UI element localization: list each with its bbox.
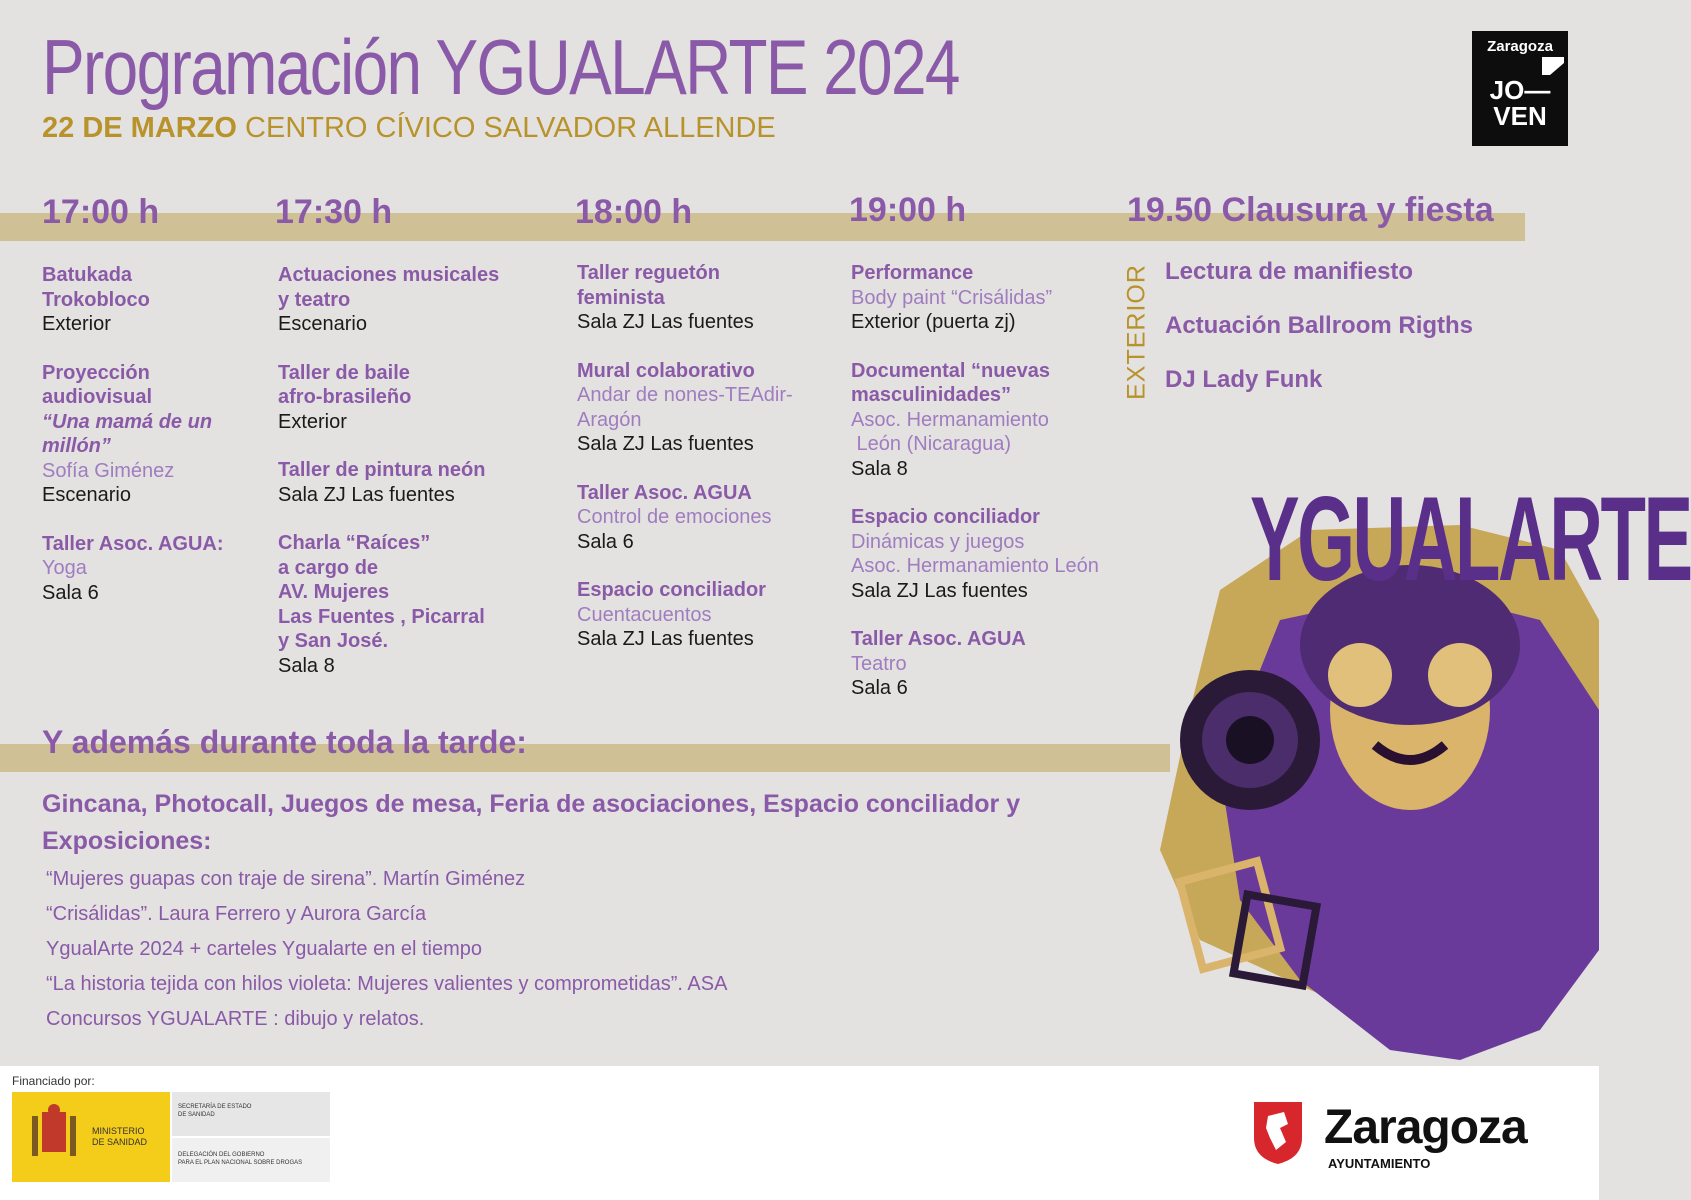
closing-item-manifiesto: Lectura de manifiesto [1165, 258, 1414, 285]
event-baile [278, 361, 548, 435]
event-place: Sala 6 [851, 677, 908, 699]
schedule-column-1800 [577, 261, 842, 676]
event-desc: Asoc. Hermanamiento [851, 408, 1049, 431]
event-title-line: Las Fuentes , Picarral [278, 605, 485, 628]
hand-right [1428, 643, 1492, 707]
event-title-line: AV. Mujeres [278, 581, 390, 603]
event-place: Sala ZJ Las fuentes [278, 483, 455, 506]
exhibition-item: Concursos YGUALARTE : dibujo y relatos. [46, 1008, 425, 1030]
event-emociones [577, 481, 842, 555]
ministry-name-line: DE SANIDAD [92, 1137, 148, 1147]
event-place: Sala ZJ Las fuentes [851, 579, 1028, 602]
event-desc: Cuentacuentos [577, 603, 712, 626]
time-slot-1900: 19:00 h [849, 191, 967, 229]
event-desc: Body paint “Crisálidas” [851, 286, 1053, 309]
exhibition-item: YgualArte 2024 + carteles Ygualarte en el tiempo [46, 938, 483, 960]
secretaria-box [172, 1092, 330, 1136]
also-title: Y además durante toda la tarde: [42, 724, 527, 760]
closing-item-dj: DJ Lady Funk [1165, 366, 1323, 393]
secretaria-line: SECRETARÍA DE ESTADO [178, 1104, 252, 1110]
event-title-line: Taller Asoc. AGUA [577, 481, 752, 504]
event-place: Sala ZJ Las fuentes [577, 311, 754, 333]
logo-text-ven: VEN [1493, 101, 1547, 131]
event-date: 22 DE MARZO [42, 112, 237, 144]
page-title: Programación YGUALARTE 2024 [42, 23, 959, 111]
event-venue: CENTRO CÍVICO SALVADOR ALLENDE [245, 112, 776, 144]
event-title-line: Batukada [42, 264, 133, 286]
spain-coat-of-arms-icon [24, 1102, 84, 1172]
event-title-line: feminista [577, 286, 665, 309]
event-title-line: afro-brasileño [278, 386, 412, 408]
secretaria-line: DE SANIDAD [178, 1112, 215, 1118]
closing-location [1122, 262, 1152, 402]
event-place: Sala ZJ Las fuentes [577, 628, 754, 650]
event-place: Sala 6 [577, 530, 634, 553]
event-place: Sala 8 [851, 457, 908, 480]
event-title-italic: “Una mamá de un [42, 410, 213, 433]
exhibition-item: “Crisálidas”. Laura Ferrero y Aurora García [46, 903, 427, 925]
event-desc: Teatro [851, 652, 907, 675]
closing-location-label: EXTERIOR [1122, 264, 1151, 400]
event-cuentacuentos [577, 578, 842, 652]
logo-text-jo: JO— [1489, 75, 1551, 105]
event-title-italic: millón” [42, 435, 111, 457]
event-desc: León (Nicaragua) [851, 433, 1012, 455]
event-desc: Sofía Giménez [42, 459, 175, 482]
event-title-line: Taller de pintura neón [278, 459, 486, 481]
time-slot-1730: 17:30 h [275, 193, 393, 231]
event-teatro [851, 627, 1131, 701]
event-title-line: a cargo de [278, 556, 379, 579]
time-slot-1800: 18:00 h [575, 193, 693, 231]
event-title-line: audiovisual [42, 386, 153, 408]
event-place: Sala ZJ Las fuentes [577, 433, 754, 455]
event-place: Exterior [278, 410, 347, 433]
event-desc: Yoga [42, 557, 87, 579]
poster-word: YGUALARTE [1250, 472, 1691, 606]
ministry-logo [12, 1092, 170, 1182]
event-title-line: y teatro [278, 288, 351, 311]
exhibition-item: “Mujeres guapas con traje de sirena”. Martín Giménez [46, 868, 526, 890]
event-desc: Aragón [577, 408, 642, 431]
delegacion-line: PARA EL PLAN NACIONAL SOBRE DROGAS [178, 1160, 303, 1166]
event-title-line: Espacio conciliador [577, 579, 766, 601]
event-place: Exterior [42, 313, 111, 335]
event-place: Escenario [42, 484, 131, 506]
event-title-line: Taller reguetón [577, 262, 720, 284]
also-activities: Gincana, Photocall, Juegos de mesa, Feria de asociaciones, Espacio conciliador y Exposiciones: [42, 790, 1021, 855]
time-slot-closing: 19.50 Clausura y fiesta [1127, 191, 1494, 229]
event-title-line: Actuaciones musicales [278, 264, 500, 286]
event-title-line: masculinidades” [851, 384, 1012, 406]
closing-item-ballroom: Actuación Ballroom Rigths [1165, 312, 1474, 339]
event-desc: Andar de nones-TEAdir- [577, 384, 793, 406]
ayuntamiento-label: AYUNTAMIENTO [1328, 1156, 1431, 1171]
delegacion-line: DELEGACIÓN DEL GOBIERNO [178, 1152, 265, 1158]
event-title-line: y San José. [278, 630, 389, 652]
event-title-line: Taller Asoc. AGUA [851, 628, 1026, 650]
event-title-line: Charla “Raíces” [278, 532, 431, 554]
logo-z-shape [1472, 55, 1568, 77]
exhibition-item: “La historia tejida con hilos violeta: Mujeres valientes y comprometidas”. ASA [46, 973, 728, 995]
footer [0, 1066, 1599, 1200]
event-title-line: Espacio conciliador [851, 506, 1040, 528]
event-place: Sala 6 [42, 581, 99, 604]
funded-by-label: Financiado por: [12, 1074, 95, 1088]
event-pintura-neon [278, 458, 548, 507]
time-slot-1700: 17:00 h [42, 193, 160, 231]
ministry-name-line: MINISTERIO [92, 1126, 145, 1136]
event-batukada [42, 263, 252, 337]
hand-left [1328, 643, 1392, 707]
event-desc: Control de emociones [577, 506, 772, 528]
schedule-column-1900 [851, 261, 1131, 725]
event-desc: Dinámicas y juegos [851, 530, 1025, 553]
event-performance [851, 261, 1131, 335]
event-title-line: Mural colaborativo [577, 359, 755, 382]
event-regueton [577, 261, 842, 335]
event-title-line: Documental “nuevas [851, 359, 1050, 382]
event-charla-raices [278, 531, 548, 678]
schedule-column-1700 [42, 263, 252, 629]
event-subtitle [42, 112, 776, 145]
schedule-column-1730 [278, 263, 548, 702]
event-place: Sala 8 [278, 654, 335, 677]
event-desc: Asoc. Hermanamiento León [851, 555, 1099, 577]
event-title-line: Trokobloco [42, 288, 150, 311]
logo-text-zaragoza: Zaragoza [1487, 38, 1553, 55]
event-mural [577, 359, 842, 457]
event-title-line: Taller de baile [278, 361, 410, 384]
event-actuaciones [278, 263, 548, 337]
event-title-line: Taller Asoc. AGUA: [42, 532, 224, 555]
event-documental [851, 359, 1131, 482]
event-dinamicas [851, 505, 1131, 603]
zaragoza-wordmark: Zaragoza [1324, 1101, 1527, 1154]
zaragoza-joven-logo [1472, 31, 1568, 146]
event-title-line: Performance [851, 262, 974, 284]
camera-lens-core [1226, 716, 1274, 764]
event-place: Exterior (puerta zj) [851, 311, 1016, 333]
event-yoga [42, 532, 252, 606]
event-proyeccion [42, 361, 252, 508]
delegacion-box [172, 1138, 330, 1182]
event-title-line: Proyección [42, 361, 150, 384]
event-place: Escenario [278, 313, 367, 335]
zaragoza-lion-shield-icon [1250, 1098, 1306, 1166]
